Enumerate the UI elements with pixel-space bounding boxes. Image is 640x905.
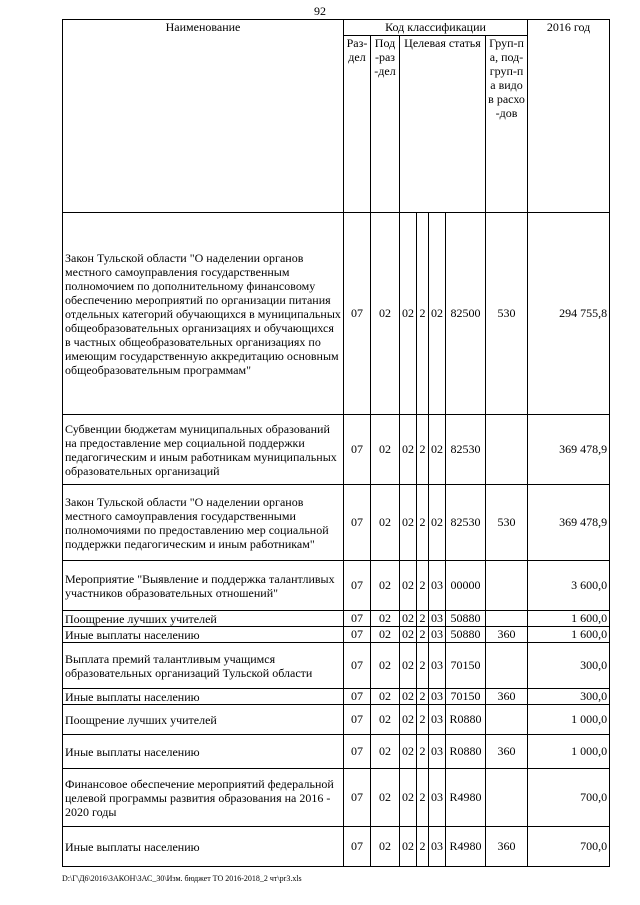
row-sum: 700,0: [528, 769, 610, 827]
row-subsection: 02: [371, 485, 400, 561]
row-target-3: 02: [429, 213, 446, 415]
row-target-1: 02: [400, 213, 417, 415]
row-target-2: 2: [417, 561, 429, 611]
row-target-1: 02: [400, 705, 417, 735]
row-sum: 700,0: [528, 827, 610, 867]
page-number: 92: [314, 4, 326, 18]
row-target-4: R0880: [446, 735, 486, 769]
row-sum: 1 600,0: [528, 627, 610, 643]
row-target-3: 03: [429, 561, 446, 611]
row-section: 07: [344, 769, 371, 827]
table-row: [63, 415, 610, 485]
row-name: Поощрение лучших учителей: [63, 705, 344, 735]
row-expense-group: 360: [486, 689, 528, 705]
row-target-1: 02: [400, 627, 417, 643]
row-name: Выплата премий талантливым учащимся образовательных организаций Тульской области: [63, 643, 344, 689]
row-target-2: 2: [417, 213, 429, 415]
row-target-4: 82530: [446, 415, 486, 485]
row-target-1: 02: [400, 561, 417, 611]
row-sum: 1 000,0: [528, 705, 610, 735]
row-expense-group: 530: [486, 485, 528, 561]
table-row: [63, 643, 610, 689]
budget-table: [62, 19, 610, 867]
header-subsection: Под-раз-дел: [371, 36, 400, 213]
table-row: [63, 561, 610, 611]
row-section: 07: [344, 735, 371, 769]
row-target-4: 70150: [446, 689, 486, 705]
row-expense-group: 530: [486, 213, 528, 415]
row-section: 07: [344, 561, 371, 611]
row-subsection: 02: [371, 561, 400, 611]
row-section: 07: [344, 213, 371, 415]
header-group: Груп-па, под-груп-па видов расхо-дов: [486, 36, 528, 213]
row-target-2: 2: [417, 611, 429, 627]
row-name: Субвенции бюджетам муниципальных образований на предоставление мер социальной поддержки педагогическим и иным работникам муниципальных образовательных организаций: [63, 415, 344, 485]
header-code: Код классификации: [344, 20, 528, 36]
row-target-4: 00000: [446, 561, 486, 611]
row-name: Закон Тульской области "О наделении органов местного самоуправления государственным полномочием по дополнительному финансовому обеспечению мероприятий по организации питания отдельных категорий обучающихся в муниципальных общеобразовательных организациях и обучающихся в частных общеобразовательных организациях по имеющим государственную аккредитацию основным общеобразовательным программам": [63, 213, 344, 415]
row-section: 07: [344, 827, 371, 867]
row-target-2: 2: [417, 769, 429, 827]
row-sum: 294 755,8: [528, 213, 610, 415]
row-target-4: 82530: [446, 485, 486, 561]
table-row: [63, 689, 610, 705]
table-row: [63, 827, 610, 867]
table-row: [63, 627, 610, 643]
row-section: 07: [344, 627, 371, 643]
row-name: Финансовое обеспечение мероприятий федеральной целевой программы развития образования на 2016 - 2020 годы: [63, 769, 344, 827]
row-subsection: 02: [371, 689, 400, 705]
row-sum: 369 478,9: [528, 415, 610, 485]
row-target-4: 50880: [446, 627, 486, 643]
row-section: 07: [344, 485, 371, 561]
row-target-1: 02: [400, 827, 417, 867]
row-section: 07: [344, 611, 371, 627]
table-row: [63, 213, 610, 415]
row-target-4: R4980: [446, 827, 486, 867]
row-sum: 1 000,0: [528, 735, 610, 769]
row-target-3: 03: [429, 627, 446, 643]
row-name: Поощрение лучших учителей: [63, 611, 344, 627]
row-target-4: 82500: [446, 213, 486, 415]
row-target-2: 2: [417, 415, 429, 485]
row-expense-group: [486, 415, 528, 485]
row-target-3: 03: [429, 769, 446, 827]
row-target-4: R0880: [446, 705, 486, 735]
row-section: 07: [344, 689, 371, 705]
row-target-2: 2: [417, 485, 429, 561]
row-subsection: 02: [371, 769, 400, 827]
row-name: Иные выплаты населению: [63, 627, 344, 643]
row-section: 07: [344, 415, 371, 485]
row-expense-group: [486, 611, 528, 627]
file-path-footer: D:\Г\Д6\2016\ЗАКОН\ЗАС_30\Изм. бюджет ТО 2016-2018_2 чт\рr3.xls: [62, 874, 302, 883]
row-target-1: 02: [400, 769, 417, 827]
header-name: Наименование: [63, 20, 344, 213]
table-body: [63, 213, 610, 867]
row-sum: 300,0: [528, 689, 610, 705]
row-target-3: 03: [429, 643, 446, 689]
header-target: Целевая статья: [400, 36, 486, 213]
row-target-3: 02: [429, 485, 446, 561]
row-target-3: 03: [429, 735, 446, 769]
row-target-3: 03: [429, 827, 446, 867]
row-sum: 3 600,0: [528, 561, 610, 611]
row-target-3: 03: [429, 611, 446, 627]
row-subsection: 02: [371, 627, 400, 643]
row-target-2: 2: [417, 705, 429, 735]
row-target-2: 2: [417, 627, 429, 643]
row-target-2: 2: [417, 735, 429, 769]
row-subsection: 02: [371, 827, 400, 867]
row-subsection: 02: [371, 213, 400, 415]
row-target-1: 02: [400, 415, 417, 485]
row-section: 07: [344, 705, 371, 735]
row-subsection: 02: [371, 611, 400, 627]
row-subsection: 02: [371, 735, 400, 769]
row-target-4: 50880: [446, 611, 486, 627]
row-subsection: 02: [371, 415, 400, 485]
row-target-4: 70150: [446, 643, 486, 689]
row-subsection: 02: [371, 643, 400, 689]
row-target-1: 02: [400, 689, 417, 705]
row-sum: 1 600,0: [528, 611, 610, 627]
table-row: [63, 735, 610, 769]
row-target-3: 02: [429, 415, 446, 485]
row-target-1: 02: [400, 643, 417, 689]
row-target-2: 2: [417, 827, 429, 867]
row-sum: 369 478,9: [528, 485, 610, 561]
table-row: [63, 611, 610, 627]
row-target-1: 02: [400, 735, 417, 769]
row-target-3: 03: [429, 689, 446, 705]
row-sum: 300,0: [528, 643, 610, 689]
header-year: 2016 год: [528, 20, 610, 213]
row-target-3: 03: [429, 705, 446, 735]
row-target-1: 02: [400, 611, 417, 627]
row-expense-group: [486, 769, 528, 827]
row-expense-group: [486, 561, 528, 611]
row-expense-group: 360: [486, 627, 528, 643]
row-section: 07: [344, 643, 371, 689]
row-target-2: 2: [417, 689, 429, 705]
row-expense-group: 360: [486, 827, 528, 867]
row-target-4: R4980: [446, 769, 486, 827]
row-name: Закон Тульской области "О наделении органов местного самоуправления государственными полномочиями по предоставлению мер социальной поддержки педагогическим и иным работникам": [63, 485, 344, 561]
row-name: Иные выплаты населению: [63, 735, 344, 769]
table-row: [63, 705, 610, 735]
row-expense-group: [486, 643, 528, 689]
table-row: [63, 769, 610, 827]
row-name: Иные выплаты населению: [63, 827, 344, 867]
header-section: Раз-дел: [344, 36, 371, 213]
row-subsection: 02: [371, 705, 400, 735]
row-expense-group: 360: [486, 735, 528, 769]
row-target-2: 2: [417, 643, 429, 689]
table-row: [63, 485, 610, 561]
row-target-1: 02: [400, 485, 417, 561]
row-name: Иные выплаты населению: [63, 689, 344, 705]
row-expense-group: [486, 705, 528, 735]
row-name: Мероприятие "Выявление и поддержка талантливых участников образовательных отношений": [63, 561, 344, 611]
